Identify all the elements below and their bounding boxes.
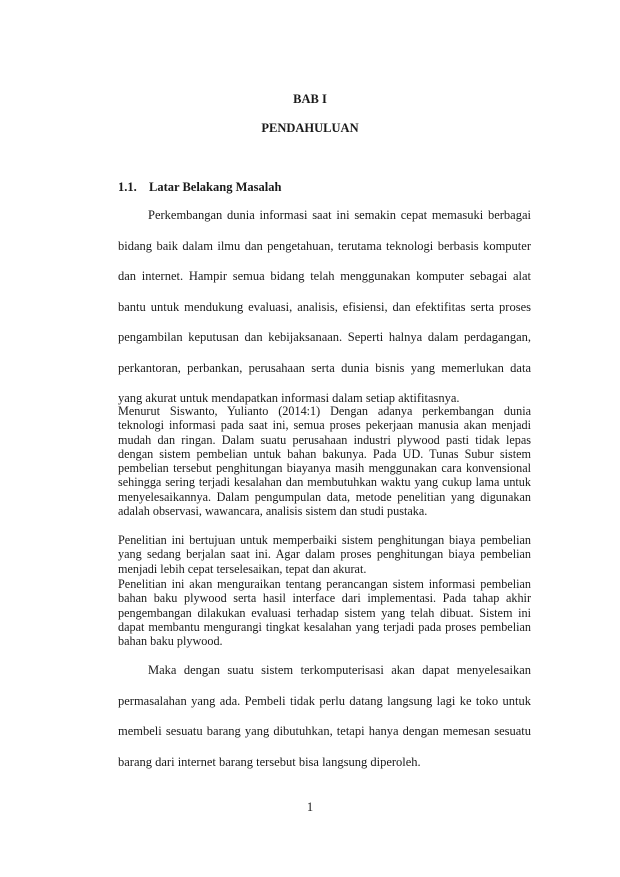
chapter-label: BAB I <box>293 92 327 106</box>
paragraph-scope: Penelitian ini akan menguraikan tentang perancangan sistem informasi pembelian bahan baku plywood serta hasil interface dari implementasi. Pada tahap akhir pengembangan dilakukan evaluasi terhadap sistem yang telah dibuat. Sistem ini dapat membantu mengurangi tingkat kesalahan yang terjadi pada proses pembelian bahan baku plywood. <box>118 577 531 649</box>
section-title: Latar Belakang Masalah <box>149 180 282 194</box>
paragraph-objective: Penelitian ini bertujuan untuk memperbaiki sistem penghitungan biaya pembelian yang sedang berjalan saat ini. Agar dalam proses penghitungan biaya pembelian menjadi lebih cepat terselesaikan, tepat dan akurat. <box>118 533 531 576</box>
section-heading <box>118 180 281 195</box>
section-number: 1.1. <box>118 180 137 194</box>
paragraph-citation: Menurut Siswanto, Yulianto (2014:1) Dengan adanya perkembangan dunia teknologi informasi pada saat ini, semua proses pekerjaan manusia akan menjadi mudah dan ringan. Dalam suatu perusahaan industri plywood pasti tidak lepas dengan sistem pembelian untuk bahan bakunya. Pada UD. Tunas Subur sistem pembelian tersebut penghitungan biayanya masih menggunakan cara konvensional sehingga sering terjadi kesalahan dan membutuhkan waktu yang cukup lama untuk menyelesaikannya. Dalam pengumpulan data, metode penelitian yang digunakan adalah observasi, wawancara, analisis sistem dan studi pustaka. <box>118 404 531 519</box>
chapter-title: PENDAHULUAN <box>261 121 359 135</box>
page-number: 1 <box>306 800 314 814</box>
paragraph-intro: Perkembangan dunia informasi saat ini semakin cepat memasuki berbagai bidang baik dalam ilmu dan pengetahuan, terutama teknologi berbasis komputer dan internet. Hampir semua bidang telah menggunakan komputer sebagai alat bantu untuk mendukung evaluasi, analisis, efisiensi, dan efektifitas serta proses pengambilan keputusan dan kebijaksanaan. Seperti halnya dalam perdagangan, perkantoran, perbankan, perusahaan serta dunia bisnis yang memerlukan data yang akurat untuk mendapatkan informasi dalam setiap aktifitasnya. <box>118 208 531 405</box>
paragraph-conclusion: Maka dengan suatu sistem terkomputerisasi akan dapat menyelesaikan permasalahan yang ada. Pembeli tidak perlu datang langsung lagi ke toko untuk membeli sesuatu barang yang dibutuhkan, tetapi hanya dengan memesan sesuatu barang dari internet barang tersebut bisa langsung diperoleh. <box>118 663 531 769</box>
